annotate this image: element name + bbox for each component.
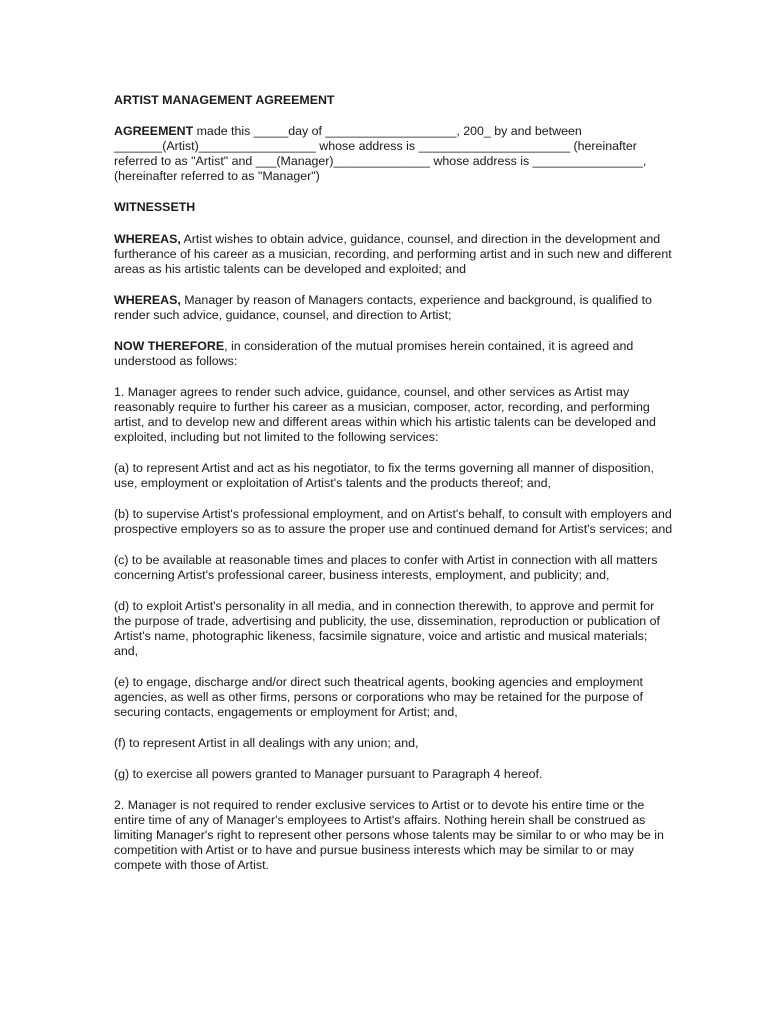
document-page <box>114 93 674 889</box>
whereas-paragraph-2 <box>114 293 674 323</box>
now-therefore-lead: NOW THEREFORE <box>114 339 225 353</box>
clause-a: (a) to represent Artist and act as his negotiator, to fix the terms governing all manner of disposition, use, employment or exploitation of Artist's talents and the products thereof; and, <box>114 461 654 490</box>
clause-e: (e) to engage, discharge and/or direct such theatrical agents, booking agencies and employment agencies, as well as other firms, persons or corporations who may be retained for the purpose of securing contacts, engagements or employment for Artist; and, <box>114 675 643 719</box>
whereas-lead-2: WHEREAS, <box>114 293 181 307</box>
now-therefore-text: , in consideration of the mutual promises herein contained, it is agreed and understood as follows: <box>114 339 634 368</box>
whereas-lead-1: WHEREAS, <box>114 232 181 246</box>
clause-f: (f) to represent Artist in all dealings with any union; and, <box>114 736 419 750</box>
clause-c: (c) to be available at reasonable times and places to confer with Artist in connection with all matters concerning Artist's professional career, business interests, employment, and publicity; and, <box>114 553 658 582</box>
intro-lead: AGREEMENT <box>114 124 194 138</box>
clause-b: (b) to supervise Artist's professional employment, and on Artist's behalf, to consult with employers and prospective employers so as to assure the proper use and continued demand for Artist's services; and <box>114 507 673 536</box>
clause-2: 2. Manager is not required to render exclusive services to Artist or to devote his entire time or the entire time of any of Manager's employees to Artist's affairs. Nothing herein shall be construed as limiting Manager's right to represent other persons whose talents may be similar to or who may be in competition with Artist or to have and pursue business interests which may be similar to or may compete with those of Artist. <box>114 798 664 872</box>
clause-g: (g) to exercise all powers granted to Manager pursuant to Paragraph 4 hereof. <box>114 767 543 781</box>
clause-d: (d) to exploit Artist's personality in all media, and in connection therewith, to approve and permit for the purpose of trade, advertising and publicity, the use, dissemination, reproduction or publication of Artist's name, photographic likeness, facsimile signature, voice and artistic and musical materials; and, <box>114 599 660 658</box>
now-therefore-paragraph <box>114 339 674 369</box>
document-title: ARTIST MANAGEMENT AGREEMENT <box>114 93 335 107</box>
intro-paragraph <box>114 124 674 184</box>
clause-1: 1. Manager agrees to render such advice, guidance, counsel, and other services as Artist may reasonably require to further his career as a musician, composer, actor, recording, and performing artist, and to develop new and different areas within which his artistic talents can be developed and exploited, including but not limited to the following services: <box>114 385 656 444</box>
witnesseth-heading: WITNESSETH <box>114 200 196 214</box>
whereas-paragraph-1 <box>114 232 674 277</box>
whereas-text-1: Artist wishes to obtain advice, guidance, counsel, and direction in the development and furtherance of his career as a musician, recording, and performing artist and in such new and different areas as his artistic talents can be developed and exploited; and <box>114 232 672 276</box>
intro-text: made this _____day of ___________________, 200_ by and between _______(Artist)_________________ whose address is ______________________ (hereinafter referred to as "Artist" and ___(Manager)______________ whose address is ________________, (hereinafter referred to as "Manager") <box>114 124 647 183</box>
whereas-text-2: Manager by reason of Managers contacts, experience and background, is qualified to render such advice, guidance, counsel, and direction to Artist; <box>114 293 652 322</box>
